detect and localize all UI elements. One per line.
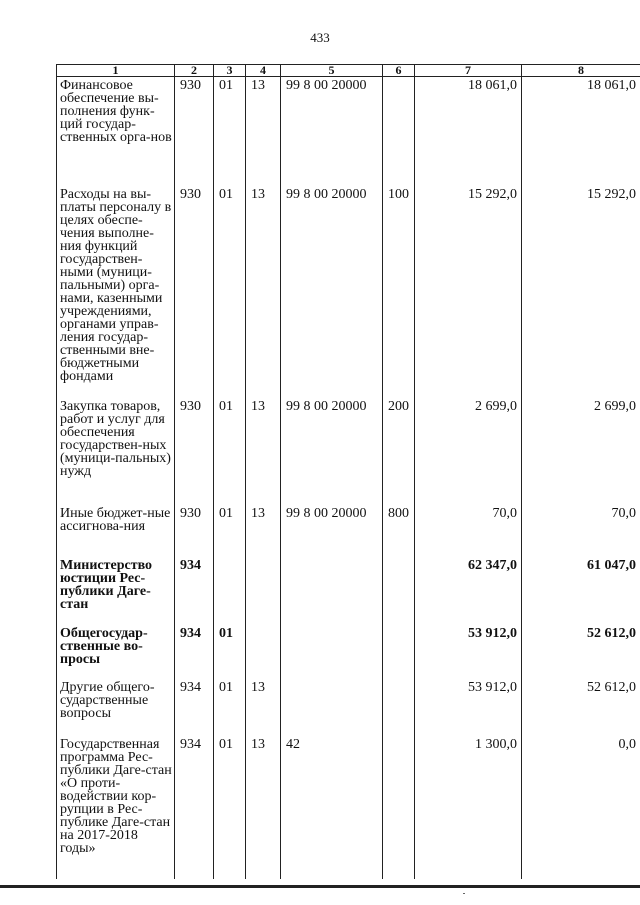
row-col2: 934 xyxy=(175,625,214,679)
table-row xyxy=(57,77,640,187)
row-col4: 13 xyxy=(246,736,281,879)
table-row xyxy=(57,557,640,625)
row-col6 xyxy=(383,557,415,625)
col-header: 2 xyxy=(175,65,214,77)
row-name: Другие общего-сударственные вопросы xyxy=(57,679,175,736)
header-row xyxy=(57,65,640,77)
col-header: 6 xyxy=(383,65,415,77)
row-col6 xyxy=(383,77,415,187)
row-col6: 200 xyxy=(383,398,415,505)
row-col3: 01 xyxy=(214,77,246,187)
row-col6 xyxy=(383,625,415,679)
row-col7: 53 912,0 xyxy=(415,625,522,679)
col-header: 8 xyxy=(522,65,640,77)
row-name: Министерство юстиции Рес-публики Даге-стан xyxy=(57,557,175,625)
row-col8: 18 061,0 xyxy=(522,77,640,187)
row-col5: 42 xyxy=(281,736,383,879)
row-col6: 100 xyxy=(383,186,415,398)
row-col3: 01 xyxy=(214,186,246,398)
row-col2: 930 xyxy=(175,186,214,398)
row-col8: 70,0 xyxy=(522,505,640,557)
row-col2: 930 xyxy=(175,77,214,187)
row-col4: 13 xyxy=(246,679,281,736)
row-name: Закупка товаров, работ и услуг для обеспечения государствен-ных (муници-пальных) нужд xyxy=(57,398,175,505)
row-col6 xyxy=(383,679,415,736)
row-col4 xyxy=(246,557,281,625)
row-col4: 13 xyxy=(246,77,281,187)
row-col3: 01 xyxy=(214,625,246,679)
page-number: 433 xyxy=(310,30,330,45)
row-name: Расходы на вы-платы персоналу в целях обеспе-чения выполне-ния функций государствен-ными (муници-пальными) орга-нами, казенными учреждениями, органами управ-ления государ-ственными вне-бюджетными фондами xyxy=(57,186,175,398)
row-name: Иные бюджет-ные ассигнова-ния xyxy=(57,505,175,557)
row-col5: 99 8 00 20000 xyxy=(281,77,383,187)
row-col7: 18 061,0 xyxy=(415,77,522,187)
table-row xyxy=(57,679,640,736)
col-header: 7 xyxy=(415,65,522,77)
row-col8: 52 612,0 xyxy=(522,679,640,736)
row-col5: 99 8 00 20000 xyxy=(281,186,383,398)
row-col7: 2 699,0 xyxy=(415,398,522,505)
row-col4: 13 xyxy=(246,186,281,398)
table-row xyxy=(57,736,640,879)
row-col6 xyxy=(383,736,415,879)
row-col8: 0,0 xyxy=(522,736,640,879)
row-col8: 52 612,0 xyxy=(522,625,640,679)
col-header: 1 xyxy=(57,65,175,77)
row-col5 xyxy=(281,625,383,679)
row-name: Общегосудар-ственные во-просы xyxy=(57,625,175,679)
table-row xyxy=(57,398,640,505)
row-col2: 930 xyxy=(175,505,214,557)
row-col8: 15 292,0 xyxy=(522,186,640,398)
row-col7: 62 347,0 xyxy=(415,557,522,625)
row-col6: 800 xyxy=(383,505,415,557)
row-col8: 61 047,0 xyxy=(522,557,640,625)
scan-speck xyxy=(463,893,465,894)
row-col2: 934 xyxy=(175,557,214,625)
row-col4 xyxy=(246,625,281,679)
budget-table xyxy=(56,64,640,879)
row-col8: 2 699,0 xyxy=(522,398,640,505)
row-col5: 99 8 00 20000 xyxy=(281,398,383,505)
row-col3: 01 xyxy=(214,505,246,557)
table-row xyxy=(57,625,640,679)
col-header: 5 xyxy=(281,65,383,77)
row-col3: 01 xyxy=(214,398,246,505)
row-name: Государственная программа Рес-публики Даге-стан «О проти-водействии кор-рупции в Рес-публике Даге-стан на 2017-2018 годы» xyxy=(57,736,175,879)
row-col7: 15 292,0 xyxy=(415,186,522,398)
row-col5 xyxy=(281,679,383,736)
row-col3 xyxy=(214,557,246,625)
col-header: 4 xyxy=(246,65,281,77)
row-col2: 934 xyxy=(175,736,214,879)
row-name: Финансовое обеспечение вы-полнения функ-ций государ-ственных орга-нов xyxy=(57,77,175,187)
row-col5: 99 8 00 20000 xyxy=(281,505,383,557)
row-col7: 1 300,0 xyxy=(415,736,522,879)
row-col3: 01 xyxy=(214,679,246,736)
table-row xyxy=(57,186,640,398)
row-col2: 934 xyxy=(175,679,214,736)
table-row xyxy=(57,505,640,557)
row-col2: 930 xyxy=(175,398,214,505)
bottom-rule xyxy=(0,885,640,888)
row-col4: 13 xyxy=(246,398,281,505)
row-col5 xyxy=(281,557,383,625)
row-col3: 01 xyxy=(214,736,246,879)
row-col7: 53 912,0 xyxy=(415,679,522,736)
row-col4: 13 xyxy=(246,505,281,557)
col-header: 3 xyxy=(214,65,246,77)
row-col7: 70,0 xyxy=(415,505,522,557)
